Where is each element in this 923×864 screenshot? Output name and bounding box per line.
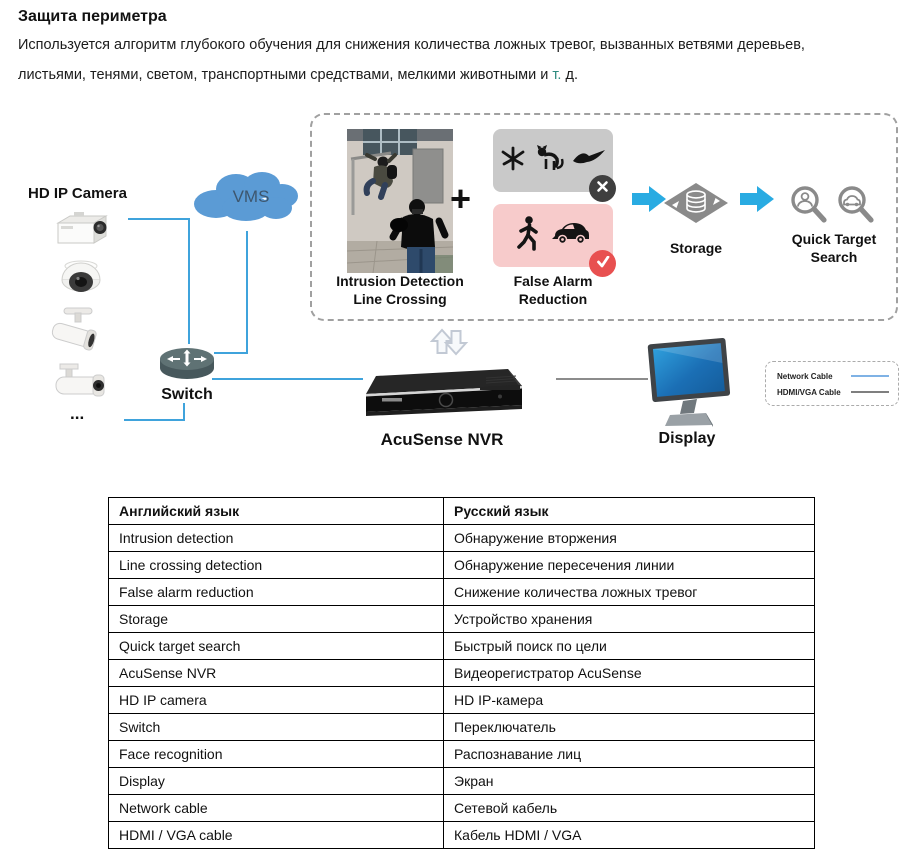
intro-line1: Используется алгоритм глубокого обучения для снижения количества ложных тревог, вызванных ветвями деревьев, <box>18 37 805 53</box>
false-alarm-line1: False Alarm <box>513 273 593 289</box>
cell-en: HD IP camera <box>109 687 444 714</box>
leaf-icon <box>500 145 526 176</box>
cell-en: Storage <box>109 606 444 633</box>
check-icon <box>596 255 610 273</box>
cell-en: Switch <box>109 714 444 741</box>
car-icon <box>552 220 590 251</box>
cell-ru: Сетевой кабель <box>444 795 815 822</box>
more-cameras-ellipsis: ... <box>70 404 85 423</box>
table-row <box>109 606 815 633</box>
legend-hdmi-vga-row <box>777 384 889 400</box>
cell-ru: Переключатель <box>444 714 815 741</box>
cell-en: Face recognition <box>109 741 444 768</box>
bird-icon <box>572 147 606 174</box>
display-monitor-icon <box>645 337 733 438</box>
pedestrian-icon <box>516 215 540 256</box>
hdmi-vga-cable-line <box>851 391 889 393</box>
arrow-right-icon <box>632 186 666 217</box>
quick-target-line2: Search <box>810 249 858 265</box>
intrusion-photo <box>347 129 453 278</box>
cell-en: Quick target search <box>109 633 444 660</box>
hdmi-vga-cable-label: HDMI/VGA Cable <box>777 387 841 397</box>
storage-icon <box>663 182 729 229</box>
nvr-image <box>360 364 524 425</box>
cell-ru: Обнаружение вторжения <box>444 525 815 552</box>
cell-en: False alarm reduction <box>109 579 444 606</box>
translation-table <box>108 497 815 849</box>
magnifier-car-icon <box>835 185 876 229</box>
sync-arrows-icon <box>424 325 474 364</box>
network-cable-label: Network Cable <box>777 371 833 381</box>
arrow-right-icon-2 <box>740 186 774 217</box>
vms-label: VMS <box>232 187 270 206</box>
table-row <box>109 525 815 552</box>
camera-bullet-angled-icon <box>46 306 106 363</box>
hdmi-vga-cable-line-diagram <box>556 378 648 380</box>
legend-network-cable-row <box>777 368 889 384</box>
table-row <box>109 552 815 579</box>
table-row <box>109 687 815 714</box>
cell-ru: Экран <box>444 768 815 795</box>
table-row <box>109 741 815 768</box>
cell-ru: Снижение количества ложных тревог <box>444 579 815 606</box>
header-english: Английский язык <box>109 498 444 525</box>
intro-highlight: т. <box>552 67 562 83</box>
false-alarm-line2: Reduction <box>518 291 588 307</box>
table-row <box>109 795 815 822</box>
cable-more-cameras <box>124 419 185 421</box>
table-row <box>109 714 815 741</box>
intro-line2-part2: д. <box>561 67 578 83</box>
table-header-row <box>109 498 815 525</box>
table-row <box>109 768 815 795</box>
cable-legend <box>765 361 899 406</box>
storage-label: Storage <box>669 240 723 256</box>
header-russian: Русский язык <box>444 498 815 525</box>
intrusion-label-line2: Line Crossing <box>353 291 447 307</box>
quick-target-icons <box>788 185 876 229</box>
cell-en: Display <box>109 768 444 795</box>
quick-target-line1: Quick Target <box>791 231 877 247</box>
cell-ru: Распознавание лиц <box>444 741 815 768</box>
cell-ru: Устройство хранения <box>444 606 815 633</box>
cable-vms-vertical <box>246 231 248 354</box>
cell-ru: Обнаружение пересечения линии <box>444 552 815 579</box>
page-title: Защита периметра <box>18 8 167 25</box>
cell-ru: Быстрый поиск по цели <box>444 633 815 660</box>
quick-target-label <box>780 230 888 266</box>
cell-en: Network cable <box>109 795 444 822</box>
table-row <box>109 633 815 660</box>
cell-en: Intrusion detection <box>109 525 444 552</box>
cell-en: HDMI / VGA cable <box>109 822 444 849</box>
magnifier-person-icon <box>788 185 829 229</box>
intrusion-label-line1: Intrusion Detection <box>336 273 464 289</box>
table-row <box>109 660 815 687</box>
switch-icon <box>158 346 216 387</box>
network-cable-line <box>851 375 889 377</box>
camera-box-icon <box>48 211 112 256</box>
switch-label: Switch <box>161 386 213 403</box>
camera-dome-icon <box>58 256 104 305</box>
table-row <box>109 822 815 849</box>
cable-vms-to-switch <box>214 352 248 354</box>
nvr-label: AcuSense NVR <box>380 430 504 449</box>
reject-badge <box>589 175 616 202</box>
display-label: Display <box>658 430 716 447</box>
cable-camera-to-trunk <box>128 218 190 220</box>
cell-en: AcuSense NVR <box>109 660 444 687</box>
x-icon <box>596 180 609 198</box>
cell-ru: HD IP-камера <box>444 687 815 714</box>
cable-trunk-vertical <box>188 218 190 344</box>
cell-ru: Кабель HDMI / VGA <box>444 822 815 849</box>
false-alarm-label <box>497 272 609 308</box>
cable-switch-to-nvr <box>212 378 363 380</box>
cat-icon <box>534 144 564 177</box>
intrusion-label <box>322 272 478 308</box>
plus-sign: + <box>450 178 472 219</box>
intro-line2-part1: листьями, тенями, светом, транспортными средствами, мелкими животными и <box>18 67 553 83</box>
cell-ru: Видеорегистратор AcuSense <box>444 660 815 687</box>
cell-en: Line crossing detection <box>109 552 444 579</box>
table-row <box>109 579 815 606</box>
intro-paragraph <box>18 30 818 90</box>
hd-ip-camera-label: HD IP Camera <box>28 185 127 202</box>
